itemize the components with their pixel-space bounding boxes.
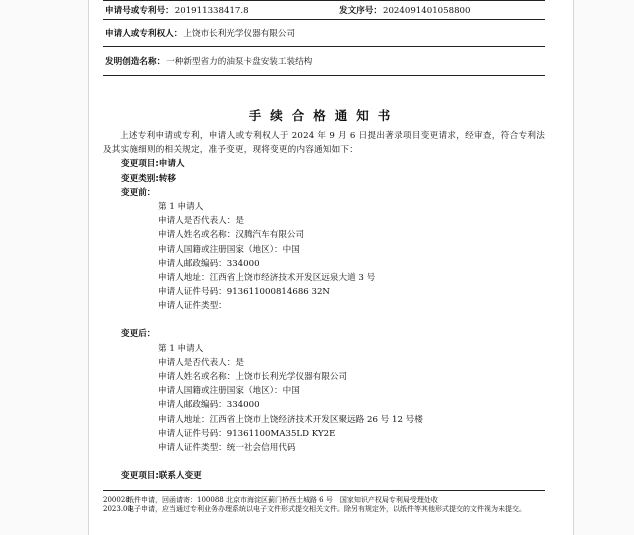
application-number-cell [103, 1, 337, 20]
applicant-value: 上饶市长利光学仪器有限公司 [183, 29, 296, 39]
document-title: 手续合格通知书 [248, 108, 400, 123]
change-item-1: 变更项目:申请人 [121, 159, 185, 170]
invention-cell [103, 47, 545, 76]
application-number-label: 申请号或专利号： [105, 6, 174, 16]
before-line: 申请人姓名或名称：汉腾汽车有限公司 [158, 230, 305, 241]
after-line: 申请人证件类型：统一社会信用代码 [158, 442, 296, 453]
change-type-1: 变更类别:转移 [121, 173, 176, 184]
before-line: 申请人是否代表人：是 [158, 216, 244, 227]
form-date: 2023.03 [103, 505, 132, 514]
invention-value: 一种新型省力的油泵卡盘安装工装结构 [166, 57, 313, 67]
before-line: 申请人证件类型： [158, 301, 227, 312]
form-code: 200028 [103, 496, 130, 504]
intro-paragraph: 上述专利申请或专利，申请人或专利权人于 2024 年 9 月 6 日提出著录项目变更请求，经审查，符合专利法及其实施细则的相关规定，准予变更，现将变更的内容通知如下： [103, 131, 545, 156]
issue-number-cell [337, 1, 545, 20]
before-line: 申请人地址：江西省上饶市经济技术开发区远泉大道 3 号 [158, 272, 376, 283]
spacer [103, 455, 545, 469]
footer-notes [127, 496, 545, 514]
issue-number-label: 发文序号： [339, 6, 382, 16]
after-line: 申请人地址：江西省上饶市上饶经济技术开发区聚远路 26 号 12 号楼 [158, 414, 423, 425]
notice-body [103, 129, 545, 483]
footer-note-paper: 纸件申请，回函请寄：100088 北京市海淀区蓟门桥西土城路 6 号 国家知识产权局专利局受理处收 [127, 496, 438, 504]
issue-number-value: 2024091401058800 [382, 6, 471, 16]
after-line: 申请人是否代表人：是 [158, 357, 244, 368]
after-line: 第 1 申请人 [158, 343, 204, 354]
before-label: 变更前： [121, 187, 156, 198]
change-item-2: 变更项目:联系人变更 [121, 471, 202, 482]
after-label: 变更后： [121, 329, 156, 340]
application-number-value: 201911338417.8 [174, 6, 249, 16]
after-line: 申请人姓名或名称：上饶市长利光学仪器有限公司 [158, 372, 348, 383]
after-line: 申请人邮政编码：334000 [158, 400, 260, 411]
invention-label: 发明创造名称： [105, 57, 166, 67]
viewer-margin-right [573, 0, 634, 535]
before-line: 第 1 申请人 [158, 201, 204, 212]
after-line: 申请人国籍或注册国家（地区）：中国 [158, 386, 300, 397]
header-table [103, 0, 545, 76]
before-line: 申请人证件号码：913611000814686 32N [158, 287, 330, 298]
footer-note-electronic: 电子申请，应当通过专利业务办理系统以电子文件形式提交相关文件。除另有规定外，以纸件等其他形式提交的文件视为未提交。 [127, 505, 526, 514]
viewer-margin-left [0, 0, 89, 535]
document-page [103, 0, 545, 535]
form-codes [103, 496, 132, 514]
page-footer [103, 490, 545, 514]
before-line: 申请人邮政编码：334000 [158, 258, 260, 269]
after-line: 申请人证件号码：91361100MA35LD KY2E [158, 428, 336, 439]
applicant-label: 申请人或专利权人： [105, 29, 183, 39]
spacer [103, 313, 545, 327]
applicant-cell [103, 20, 545, 47]
before-line: 申请人国籍或注册国家（地区）：中国 [158, 244, 300, 255]
